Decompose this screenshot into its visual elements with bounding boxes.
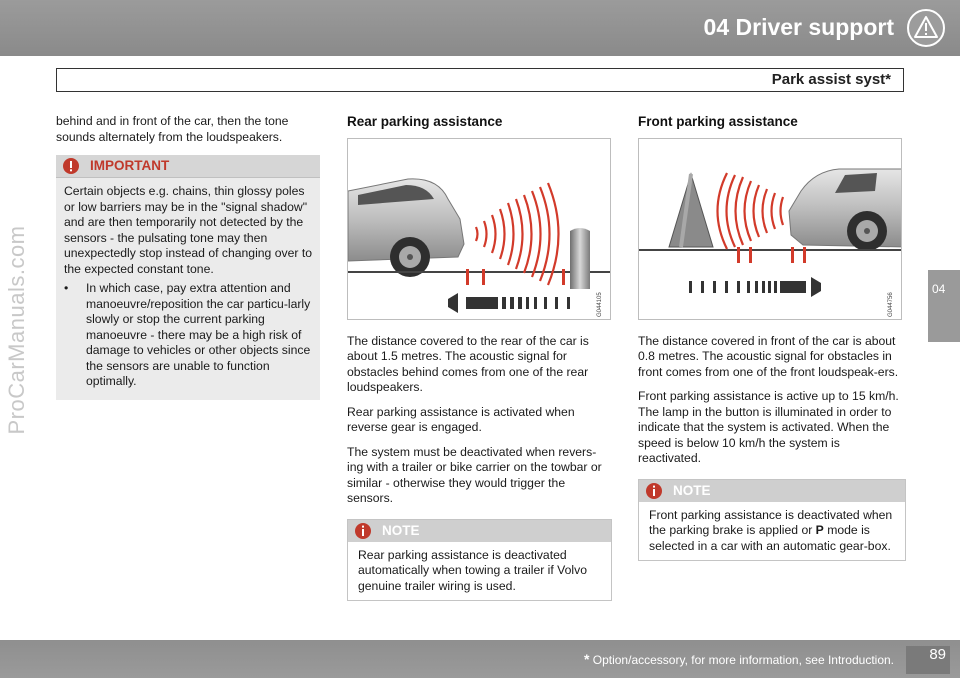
front-note-body (639, 502, 905, 561)
important-text: Certain objects e.g. chains, thin glossy poles or low barriers may be in the "signal shadow" and are then temporarily not detected by the sensors - the pulsating tone may then unexpectedly stop instead of changing over to the expected constant tone. (64, 184, 312, 276)
figure-code-label (885, 289, 895, 317)
front-note-header (639, 480, 905, 502)
important-header (56, 155, 320, 178)
header-bar (0, 0, 960, 56)
rear-car-illustration (348, 139, 610, 319)
important-bullet (64, 281, 312, 390)
chapter-side-tab-label: 04 (932, 282, 946, 296)
rear-note-header (348, 520, 611, 542)
figure-code-label (594, 289, 604, 317)
footer-bar (0, 640, 960, 678)
column-left (56, 114, 320, 400)
watermark (4, 120, 30, 540)
rear-paragraph-2: Rear parking assistance is activated when reverse gear is engaged. (347, 404, 575, 434)
column-right (638, 114, 906, 561)
rear-paragraph-1: The distance covered to the rear of the car is about 1.5 metres. The acoustic signal for obstacles behind comes from one of the rear loudspeakers. (347, 333, 589, 394)
front-assist-heading: Front parking assistance (638, 114, 798, 129)
front-assist-illustration (638, 138, 902, 320)
rear-assist-heading: Rear parking assistance (347, 114, 503, 129)
rear-note-title: NOTE (382, 522, 420, 538)
front-note-text-bold: P (815, 523, 824, 537)
page-number: 89 (929, 646, 946, 663)
rear-note-box (347, 519, 612, 602)
figure-code-text: G044105 (597, 291, 603, 317)
rear-paragraph-3: The system must be deactivated when revers-ing with a trailer or bike carrier on the towbar or similar - otherwise they would trigger the sensors. (347, 444, 602, 505)
section-title-box (56, 68, 904, 92)
exclamation-icon (62, 157, 80, 175)
info-icon (354, 522, 372, 540)
chapter-title: 04 Driver support (703, 14, 894, 40)
footer-note (584, 651, 894, 667)
rear-assist-illustration (347, 138, 611, 320)
footer-note-text: Option/accessory, for more information, see Introduction. (592, 653, 894, 667)
front-note-text-after: mode is selected in a car with an automatic gear-box. (649, 523, 891, 553)
footer-asterisk: * (583, 651, 590, 667)
important-bullet-text: In which case, pay extra attention and manoeuvre/reposition the car particu-larly slowly or stop the current parking manoeuvre - there may be a high risk of damage to vehicles or other objects since the sensors are unable to function optimally. (86, 281, 311, 388)
important-body (56, 178, 320, 390)
rear-note-body: Rear parking assistance is deactivated automatically when towing a trailer if Volvo genuine trailer wiring is used. (358, 547, 587, 593)
column-middle (347, 114, 612, 601)
front-note-text-before: Front parking assistance is deactivated when the parking brake is applied or (649, 507, 893, 537)
chapter-side-tab (928, 270, 960, 342)
front-paragraph-2: Front parking assistance is active up to 15 km/h. The lamp in the button is illuminated in order to indicate that the system is activated. When the speed is below 10 km/h the system is reactivated. (638, 389, 899, 465)
front-note-title: NOTE (673, 482, 711, 498)
front-paragraph-1: The distance covered in front of the car is about 0.8 metres. The acoustic signal for obstacles in front comes from one of the front loudspeak-ers. (638, 333, 899, 379)
figure-code-text: G044756 (888, 291, 894, 317)
watermark-text: ProCarManuals.com (4, 225, 29, 435)
front-car-illustration (639, 139, 902, 319)
section-title: Park assist syst* (771, 71, 891, 88)
important-box (56, 155, 320, 400)
warning-triangle-icon (906, 8, 946, 48)
front-note-box (638, 479, 906, 562)
important-title: IMPORTANT (90, 158, 170, 173)
info-icon (645, 482, 663, 500)
intro-paragraph: behind and in front of the car, then the tone sounds alternately from the loudspeakers. (56, 114, 289, 144)
bullet-symbol: • (64, 281, 69, 295)
